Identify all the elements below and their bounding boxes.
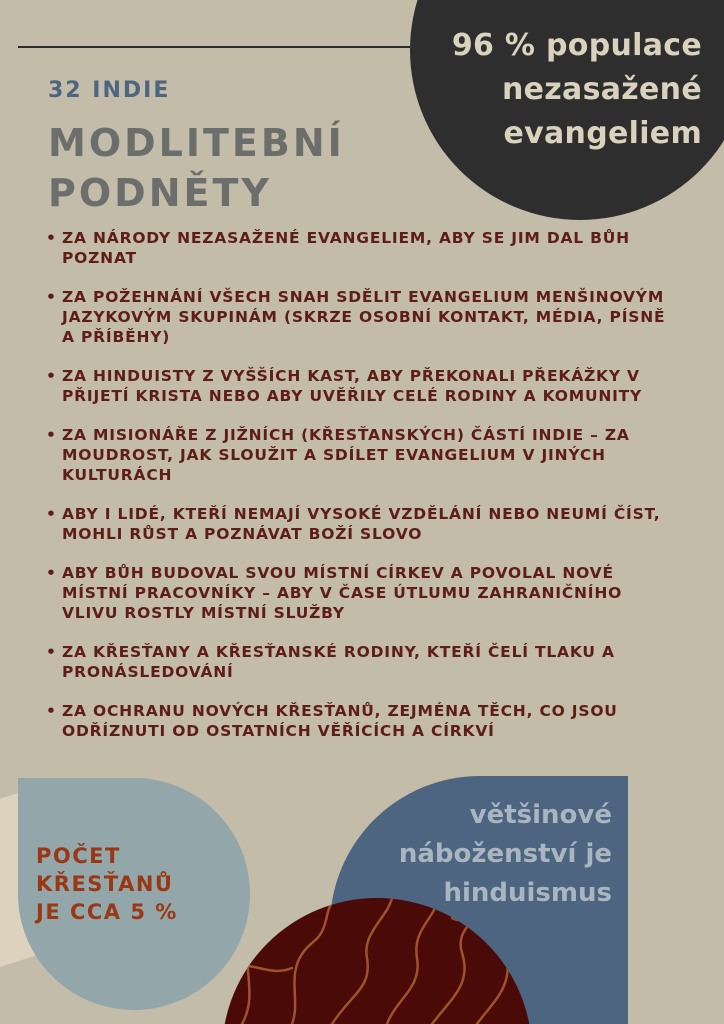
- page-title: [48, 118, 428, 218]
- prayer-item: • ZA POŽEHNÁNÍ VŠECH SNAH SDĚLIT EVANGELIUM MENŠINOVÝM JAZYKOVÝM SKUPINÁM (SKRZE OSOBNÍ KONTAKT, MÉDIA, PÍSNĚ A PŘÍBĚHY): [40, 287, 670, 347]
- unreached-stat-line3: evangeliem: [503, 116, 702, 151]
- prayer-item: • ABY BŮH BUDOVAL SVOU MÍSTNÍ CÍRKEV A POVOLAL NOVÉ MÍSTNÍ PRACOVNÍKY – ABY V ČASE ÚTLUMU ZAHRANIČNÍHO VLIVU ROSTLY MÍSTNÍ SLUŽBY: [40, 563, 670, 623]
- maroon-pattern-circle: [222, 898, 532, 1024]
- prayer-item: • ZA KŘESŤANY A KŘESŤANSKÉ RODINY, KTEŘÍ ČELÍ TLAKU A PRONÁSLEDOVÁNÍ: [40, 642, 670, 682]
- top-divider: [18, 46, 438, 48]
- unreached-stat-line2: nezasažené: [501, 72, 702, 107]
- majority-religion-line1: většinové: [469, 800, 612, 830]
- prayer-item: • ABY I LIDÉ, KTEŘÍ NEMAJÍ VYSOKÉ VZDĚLÁNÍ NEBO NEUMÍ ČÍST, MOHLI RŮST A POZNÁVAT BOŽÍ SLOVO: [40, 504, 670, 544]
- christian-count-line3: JE CCA 5 %: [36, 900, 178, 924]
- majority-religion-stat: [360, 796, 612, 913]
- country-label: 32 INDIE: [48, 78, 171, 103]
- unreached-stat-line1: 96 % populace: [451, 28, 702, 63]
- unreached-stat: [430, 24, 702, 156]
- majority-religion-line3: hinduismus: [443, 878, 612, 908]
- maroon-circle: [222, 898, 532, 1024]
- page-title-line2: PODNĚTY: [48, 171, 272, 215]
- page-title-line1: MODLITEBNÍ: [48, 121, 345, 165]
- prayer-item: • ZA HINDUISTY Z VYŠŠÍCH KAST, ABY PŘEKONALI PŘEKÁŽKY V PŘIJETÍ KRISTA NEBO ABY UVĚŘILY CELÉ RODINY A KOMUNITY: [40, 366, 670, 406]
- prayer-item: • ZA OCHRANU NOVÝCH KŘESŤANŮ, ZEJMÉNA TĚCH, CO JSOU ODŘÍZNUTI OD OSTATNÍCH VĚŘÍCÍCH A CÍRKVÍ: [40, 701, 670, 741]
- prayer-item: • ZA NÁRODY NEZASAŽENÉ EVANGELIEM, ABY SE JIM DAL BŮH POZNAT: [40, 228, 670, 268]
- majority-religion-line2: náboženství je: [398, 839, 612, 869]
- christian-count-line1: POČET: [36, 844, 121, 868]
- prayer-list: [40, 228, 670, 760]
- prayer-item: • ZA MISIONÁŘE Z JIŽNÍCH (KŘESŤANSKÝCH) ČÁSTÍ INDIE – ZA MOUDROST, JAK SLOUŽIT A SDÍLET EVANGELIUM V JINÝCH KULTURÁCH: [40, 425, 670, 485]
- christian-count-stat: [36, 842, 236, 926]
- christian-count-line2: KŘESŤANŮ: [36, 872, 174, 896]
